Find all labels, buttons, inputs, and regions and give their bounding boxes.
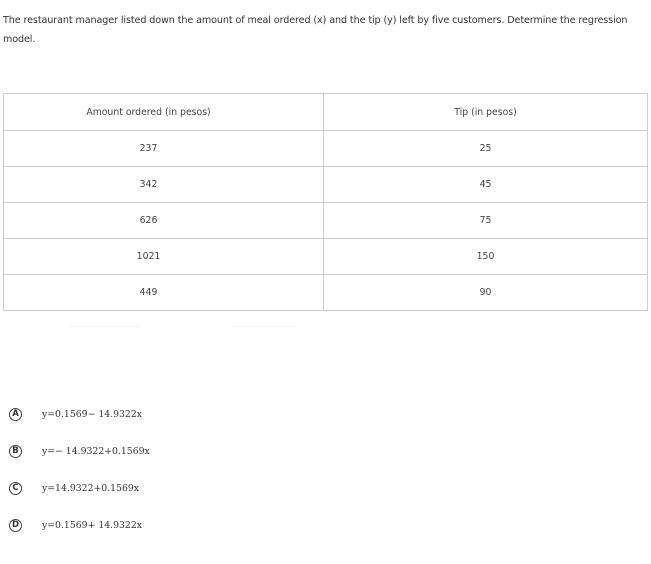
cell-tip: 90 — [324, 275, 648, 311]
table-row — [4, 203, 648, 239]
cell-tip: 75 — [324, 203, 648, 239]
divider — [235, 326, 295, 327]
option-b[interactable] — [9, 439, 647, 463]
question-text: The restaurant manager listed down the amount of meal ordered (x) and the tip (y) left by five customers. Determine the regression model. — [3, 15, 628, 45]
option-a[interactable] — [9, 402, 647, 426]
table-row — [4, 131, 648, 167]
cell-tip: 45 — [324, 167, 648, 203]
option-b-formula: y=− 14.9322+0.1569x — [42, 445, 150, 457]
option-c-formula: y=14.9322+0.1569x — [42, 482, 140, 494]
cell-amount: 1021 — [4, 239, 324, 275]
column-header-tip: Tip (in pesos) — [324, 94, 648, 131]
cell-amount: 237 — [4, 131, 324, 167]
option-c[interactable] — [9, 476, 647, 500]
table-row — [4, 239, 648, 275]
option-letter-a-badge: A — [9, 408, 22, 421]
table-row — [4, 275, 648, 311]
option-d[interactable] — [9, 513, 647, 537]
data-table — [3, 93, 648, 311]
option-d-formula: y=0.1569+ 14.9322x — [42, 519, 143, 531]
divider — [70, 326, 140, 327]
table-row — [4, 167, 648, 203]
table-header-row — [4, 94, 648, 131]
cell-amount: 449 — [4, 275, 324, 311]
option-letter-c-badge: C — [9, 482, 22, 495]
column-header-amount: Amount ordered (in pesos) — [4, 94, 324, 131]
option-a-formula: y=0.1569− 14.9322x — [42, 408, 143, 420]
cell-tip: 150 — [324, 239, 648, 275]
option-letter-d-badge: D — [9, 519, 22, 532]
option-letter-b-badge: B — [9, 445, 22, 458]
answer-options — [9, 402, 647, 550]
cell-amount: 626 — [4, 203, 324, 239]
cell-amount: 342 — [4, 167, 324, 203]
cell-tip: 25 — [324, 131, 648, 167]
